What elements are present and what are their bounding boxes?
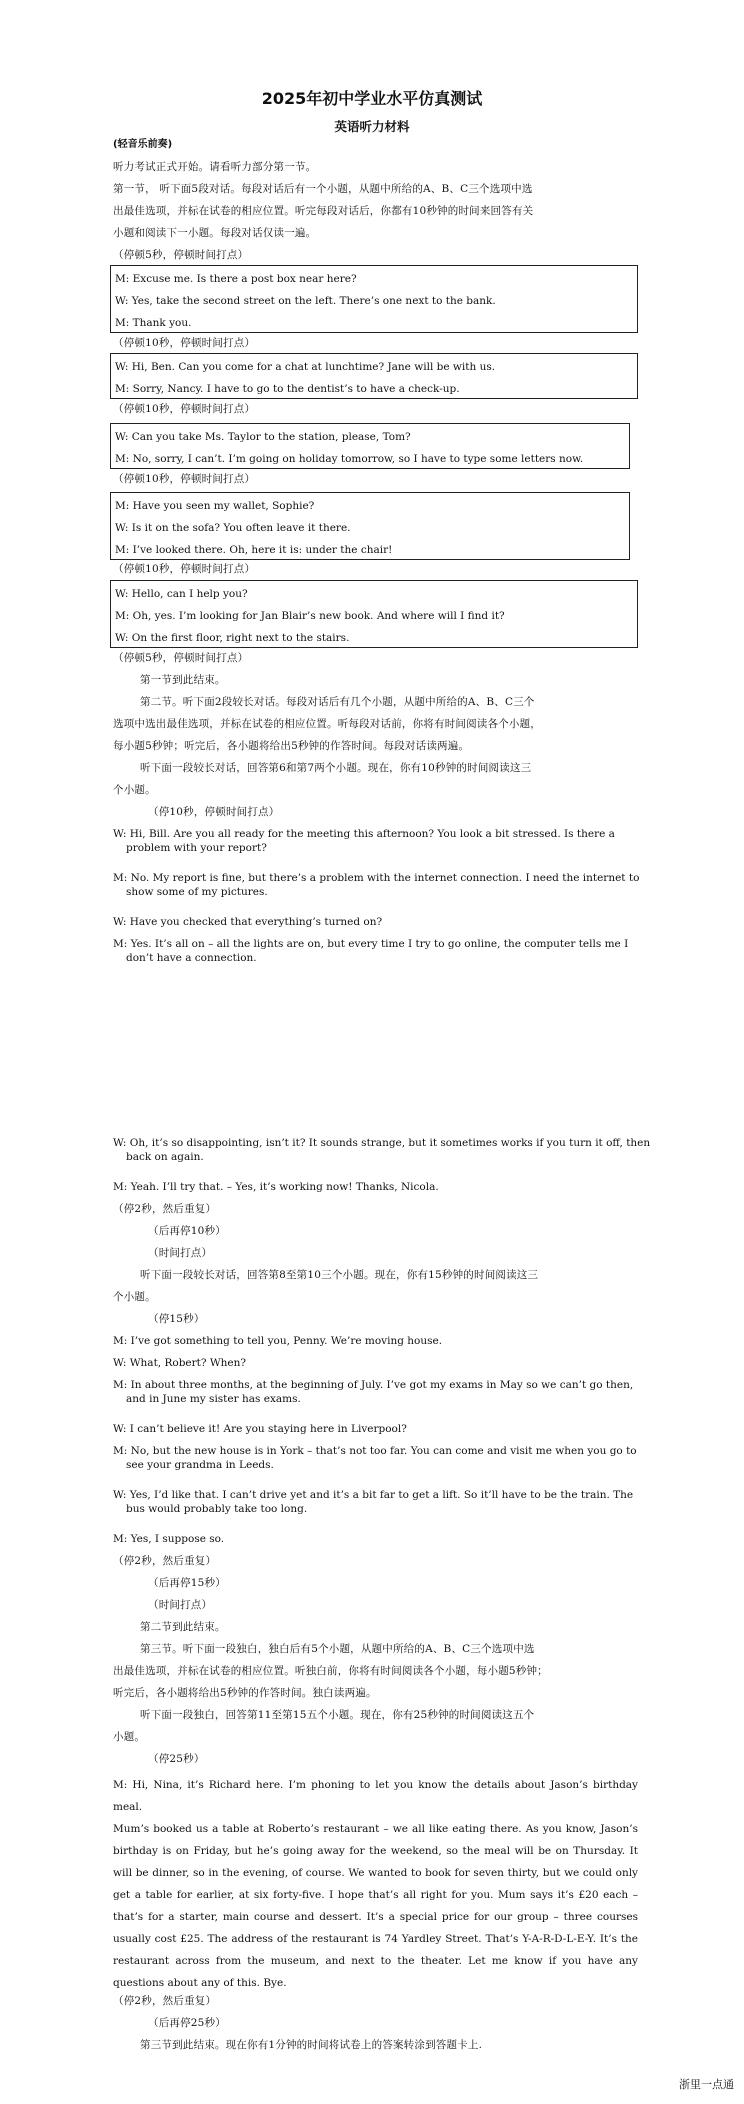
dialogue-line: W: Hi, Bill. Are you all ready for the meeting this afternoon? You look a bit stressed. Is there a problem with your report? — [113, 828, 615, 854]
dialogue-line: W: Hi, Ben. Can you come for a chat at lunchtime? Jane will be with us. — [115, 361, 496, 373]
section3-end: 第三节到此结束。现在你有1分钟的时间将试卷上的答案转涂到答题卡上. — [140, 2039, 483, 2051]
dialogue-line: M: Have you seen my wallet, Sophie? — [115, 500, 315, 512]
sec3-instruction-line2: 出最佳选项，并标在试卷的相应位置。听独白前，你将有时间阅读各个小题，每小题5秒钟； — [113, 1665, 548, 1677]
sec2-conv1-instruction-line1: 听下面一段较长对话，回答第6和第7两个小题。现在，你有10秒钟的时间阅读这三 — [140, 762, 532, 774]
sec1-instruction-line3: 小题和阅读下一小题。每段对话仅读一遍。 — [113, 227, 317, 239]
pause-label: （后再停15秒） — [148, 1577, 226, 1589]
sec2-instruction-line2: 选项中选出最佳选项，并标在试卷的相应位置。听每段对话前，你将有时间阅读各个小题， — [113, 718, 541, 730]
dialogue-line: M: In about three months, at the beginning of July. I’ve got my exams in May so we can’t go then, and in June my sister has exams. — [113, 1379, 634, 1405]
dialogue-line: W: Yes, I’d like that. I can’t drive yet and it’s a bit far to get a lift. So it’ll have to be the train. The bus would probably take too long. — [113, 1489, 634, 1515]
intro-music: (轻音乐前奏) — [113, 139, 173, 150]
pause-label: （后再停10秒） — [148, 1225, 226, 1237]
dialogue-line: W: I can’t believe it! Are you staying here in Liverpool? — [113, 1423, 407, 1435]
section2-end: 第二节到此结束。 — [140, 1621, 226, 1633]
pause-label: （停顿5秒，停顿时间打点） — [113, 652, 249, 664]
dialogue-line: W: What, Robert? When? — [113, 1357, 246, 1369]
pause-label: （停2秒，然后重复） — [113, 1203, 217, 1215]
pause-label: （停顿10秒，停顿时间打点） — [113, 473, 256, 485]
dialogue-line: M: Yes, I suppose so. — [113, 1533, 225, 1545]
pause-label: （停顿10秒，停顿时间打点） — [113, 403, 256, 415]
sec1-instruction-line2: 出最佳选项，并标在试卷的相应位置。听完每段对话后，你都有10秒钟的时间来回答有关 — [113, 205, 534, 217]
dialogue-box-3 — [110, 423, 630, 469]
pause-label: （后再停25秒） — [148, 2017, 226, 2029]
sec3-instruction-line1: 第三节。听下面一段独白，独白后有5个小题，从题中所给的A、B、C三个选项中选 — [140, 1643, 535, 1655]
dialogue-line: M: I’ve got something to tell you, Penny. We’re moving house. — [113, 1335, 443, 1347]
dialogue-line: M: Sorry, Nancy. I have to go to the dentist’s to have a check-up. — [115, 383, 460, 395]
footer-watermark: 浙里一点通 — [679, 2078, 734, 2091]
sec3-instruction-line3: 听完后，各小题将给出5秒钟的作答时间。独白读两遍。 — [113, 1687, 377, 1699]
dialogue-box-4 — [110, 492, 630, 560]
pause-label: （停顿5秒，停顿时间打点） — [113, 249, 249, 261]
dialogue-line: M: Yeah. I’ll try that. – Yes, it’s working now! Thanks, Nicola. — [113, 1181, 439, 1193]
sec2-instruction-line1: 第二节。听下面2段较长对话。每段对话后有几个小题，从题中所给的A、B、C三个 — [140, 696, 535, 708]
pause-label: （停10秒，停顿时间打点） — [148, 806, 280, 818]
dialogue-line: W: Hello, can I help you? — [115, 588, 248, 600]
sec3-mono-instruction-line1: 听下面一段独白，回答第11至第15五个小题。现在，你有25秒钟的时间阅读这五个 — [140, 1709, 535, 1721]
pause-label: （停25秒） — [148, 1753, 205, 1765]
monologue-line: M: Hi, Nina, it’s Richard here. I’m phoning to let you know the details about Jason’s birthday meal. — [113, 1779, 638, 1813]
pause-label: （停顿10秒，停顿时间打点） — [113, 563, 256, 575]
dialogue-box-1 — [110, 265, 638, 333]
dialogue-line: W: Is it on the sofa? You often leave it there. — [115, 522, 351, 534]
page-subtitle: 英语听力材料 — [334, 119, 410, 134]
dialogue-box-5 — [110, 580, 638, 648]
pause-label: （停顿10秒，停顿时间打点） — [113, 337, 256, 349]
dialogue-line: M: Thank you. — [115, 317, 192, 329]
pause-label: （停2秒，然后重复） — [113, 1995, 217, 2007]
pause-label: （停15秒） — [148, 1313, 205, 1325]
dialogue-line: M: I’ve looked there. Oh, here it is: under the chair! — [115, 544, 393, 556]
dialogue-line: M: Yes. It’s all on – all the lights are on, but every time I try to go online, the computer tells me I don’t have a connection. — [113, 938, 629, 964]
intro-start: 听力考试正式开始。请看听力部分第一节。 — [113, 161, 317, 173]
dialogue-line: M: No, but the new house is in York – that’s not too far. You can come and visit me when you go to see your grandma in Leeds. — [113, 1445, 637, 1471]
dialogue-line: W: On the first floor, right next to the stairs. — [115, 632, 350, 644]
pause-label: （时间打点） — [148, 1599, 213, 1611]
dialogue-line: M: Excuse me. Is there a post box near here? — [115, 273, 357, 285]
sec3-mono-instruction-line2: 小题。 — [113, 1731, 146, 1743]
page-title: 2025年初中学业水平仿真测试 — [261, 89, 483, 108]
sec2-instruction-line3: 每小题5秒钟；听完后，各小题将给出5秒钟的作答时间。每段对话读两遍。 — [113, 740, 470, 752]
dialogue-line: W: Yes, take the second street on the left. There’s one next to the bank. — [115, 295, 496, 307]
sec2-conv2-instruction-line2: 个小题。 — [113, 1291, 156, 1303]
dialogue-box-2 — [110, 353, 638, 399]
dialogue-line: W: Have you checked that everything’s turned on? — [113, 916, 383, 928]
sec2-conv1-instruction-line2: 个小题。 — [113, 784, 156, 796]
sec1-instruction-line1: 第一节， 听下面5段对话。每段对话后有一个小题，从题中所给的A、B、C三个选项中选 — [113, 183, 533, 195]
section1-end: 第一节到此结束。 — [140, 674, 226, 686]
dialogue-line: W: Can you take Ms. Taylor to the station, please, Tom? — [115, 431, 411, 443]
pause-label: （时间打点） — [148, 1247, 213, 1259]
dialogue-line: M: Oh, yes. I’m looking for Jan Blair’s new book. And where will I find it? — [115, 610, 505, 622]
dialogue-line: M: No, sorry, I can’t. I’m going on holiday tomorrow, so I have to type some letters now. — [115, 453, 584, 465]
dialogue-line: M: No. My report is fine, but there’s a problem with the internet connection. I need the internet to show some of my pictures. — [113, 872, 640, 898]
dialogue-line: W: Oh, it’s so disappointing, isn’t it? It sounds strange, but it sometimes works if you turn it off, then back on again. — [113, 1137, 651, 1163]
pause-label: （停2秒，然后重复） — [113, 1555, 217, 1567]
monologue-paragraph: Mum’s booked us a table at Roberto’s restaurant – we all like eating there. As you know, Jason’s birthday is on Friday, but he’s going away for the weekend, so the meal will be on Thursday. It will be dinner, so in the evening, of course. We wanted to book for seven thirty, but we could only get a table for earlier, at six forty-five. I hope that’s all right for you. Mum says it’s £20 each – that’s for a starter, main course and dessert. It’s a special price for our group – three courses usually cost £25. The address of the restaurant is 74 Yardley Street. That’s Y-A-R-D-L-E-Y. It’s the restaurant across from the museum, and next to the theater. Let me know if you have any questions about any of this. Bye. — [113, 1823, 638, 1989]
sec2-conv2-instruction-line1: 听下面一段较长对话，回答第8至第10三个小题。现在，你有15秒钟的时间阅读这三 — [140, 1269, 539, 1281]
